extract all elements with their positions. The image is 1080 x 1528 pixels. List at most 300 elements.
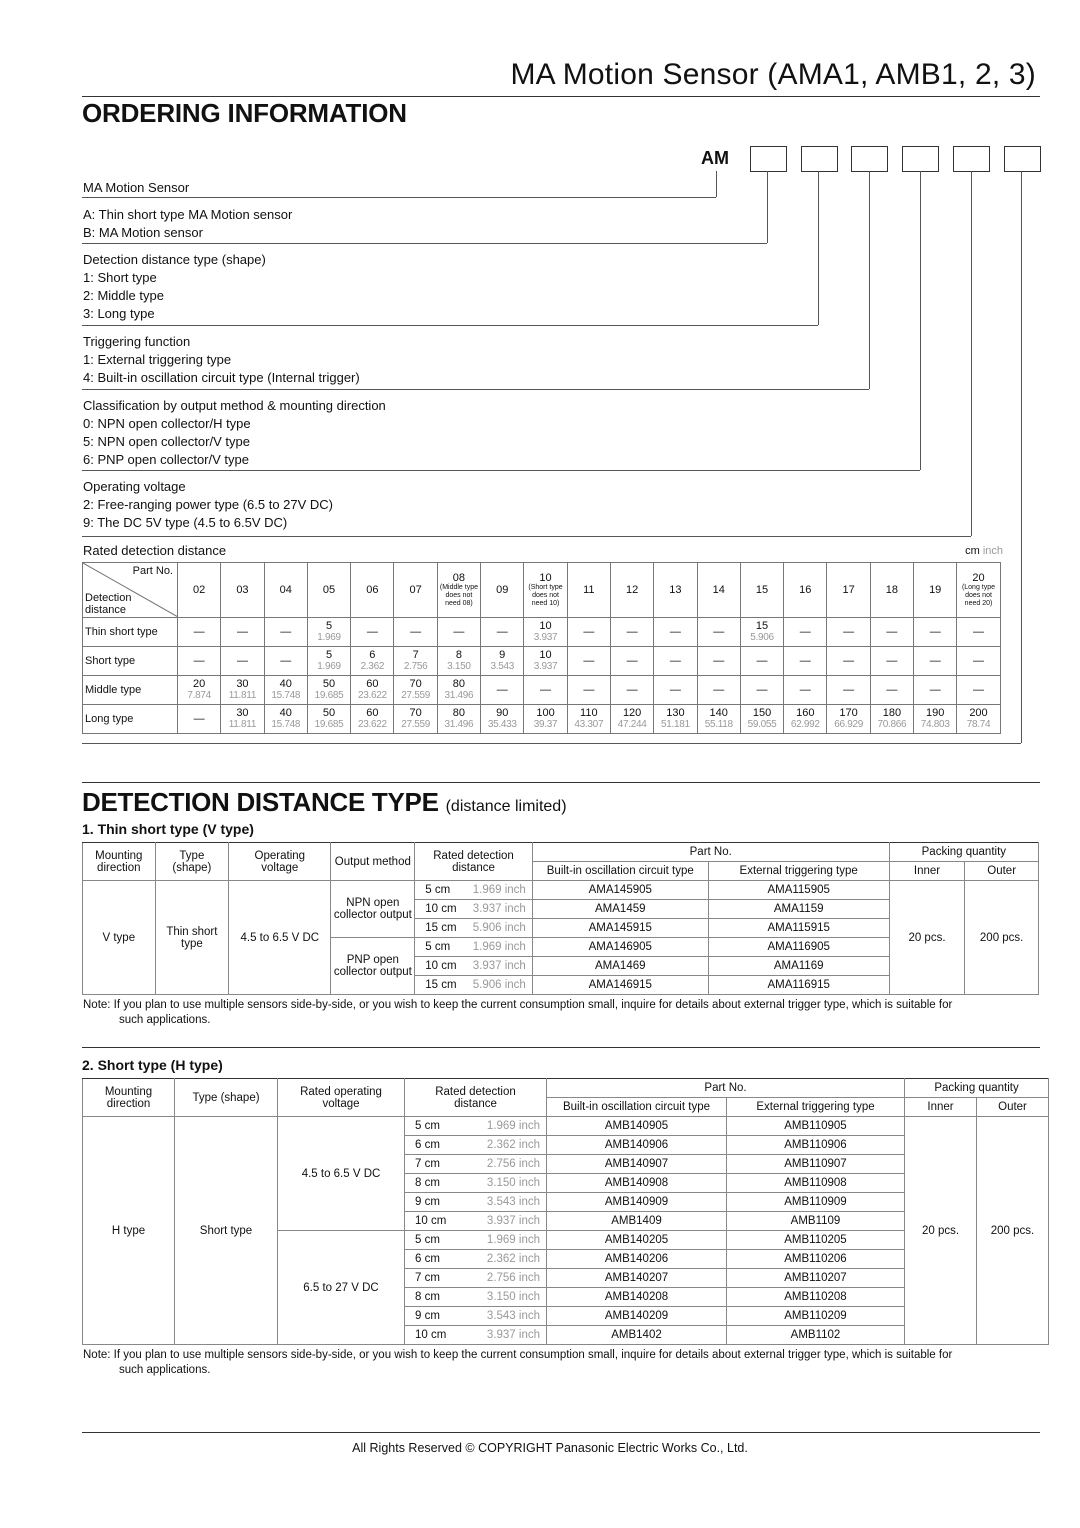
- col-code-with-note: [957, 573, 999, 608]
- rdt-corner: [83, 563, 178, 618]
- rated-distance: [415, 938, 533, 957]
- rdt-row-label: Middle type: [83, 676, 178, 705]
- part-no-builtin: AMA145915: [532, 919, 708, 938]
- col-code: 19: [929, 584, 942, 596]
- rated-distance: [405, 1326, 547, 1345]
- distance-pair: [407, 1158, 544, 1170]
- cm-value: 130: [666, 707, 685, 719]
- rdt-cell: [784, 676, 827, 705]
- ordering-option: Triggering function: [83, 334, 191, 349]
- inch-value: 35.433: [487, 719, 517, 730]
- cm-value: 70: [409, 678, 422, 690]
- rdt-cell-values: [741, 685, 783, 696]
- part-no-external: AMB110207: [727, 1269, 905, 1288]
- cm-value: 170: [839, 707, 858, 719]
- rdt-cell-values: [914, 656, 956, 667]
- rdt-cell: [264, 705, 307, 734]
- col-code: 07: [409, 584, 422, 596]
- unit-inch: inch: [982, 545, 1003, 557]
- cm-value: —: [929, 654, 941, 667]
- corner-part-no: Part No.: [132, 565, 173, 577]
- header-output: Output method: [331, 843, 415, 881]
- rdt-cell: [654, 647, 697, 676]
- part-no-external: AMB110208: [727, 1288, 905, 1307]
- output-line: PNP open: [346, 954, 399, 966]
- distance-pair: [417, 903, 530, 915]
- col-code: 02: [193, 584, 206, 596]
- distance-inch: 3.150 inch: [486, 1177, 540, 1189]
- header-line: voltage: [322, 1097, 360, 1110]
- rdt-row: [83, 647, 1001, 676]
- col-note: (Short type: [528, 583, 563, 591]
- rdt-cell-values: [654, 627, 696, 638]
- distance-pair: [407, 1310, 544, 1322]
- code-box-2: [801, 146, 838, 172]
- inch-value: 31.496: [444, 690, 474, 701]
- inch-value: 31.496: [444, 719, 474, 730]
- rdt-cell-values: [741, 621, 783, 643]
- section-rule: [82, 782, 1040, 783]
- rdt-cell: [178, 618, 221, 647]
- rdt-cell: [827, 647, 870, 676]
- part-no-builtin: AMA146915: [532, 976, 708, 995]
- detection-heading: [82, 787, 567, 818]
- rdt-cell-values: [784, 708, 826, 730]
- rdt-cell: [654, 705, 697, 734]
- cm-value: —: [843, 625, 855, 638]
- distance-inch: 3.937 inch: [486, 1329, 540, 1341]
- rdt-cell-values: [827, 627, 869, 638]
- col-code-with-note: [524, 573, 566, 608]
- col-code: 18: [885, 584, 899, 596]
- cm-value: —: [713, 654, 725, 667]
- code-prefix: AM: [701, 148, 729, 168]
- ordering-group: [83, 251, 266, 323]
- rdt-cell: [524, 676, 567, 705]
- ordering-option: 1: Short type: [83, 270, 157, 285]
- part-no-builtin: AMA146905: [532, 938, 708, 957]
- detection-distance-table: [82, 562, 1001, 734]
- rdt-cell: [697, 676, 740, 705]
- part-no-builtin: AMB140906: [547, 1136, 727, 1155]
- header-voltage: [278, 1079, 405, 1117]
- unit-legend: [965, 545, 1003, 557]
- ordering-option: 9: The DC 5V type (4.5 to 6.5V DC): [83, 515, 288, 530]
- inch-value: 27.559: [401, 719, 431, 730]
- rdt-cell-values: [827, 656, 869, 667]
- cm-value: —: [972, 683, 984, 696]
- distance-pair: [407, 1253, 544, 1265]
- rdt-cell: [351, 647, 394, 676]
- inch-value: 59.055: [747, 719, 777, 730]
- header-type: Type (shape): [175, 1079, 278, 1117]
- table-row: [83, 1117, 1049, 1136]
- rdt-cell-values: [827, 708, 869, 730]
- rdt-cell: [264, 618, 307, 647]
- cm-value: 30: [236, 707, 249, 719]
- distance-pair: [407, 1234, 544, 1246]
- rdt-cell-values: [351, 679, 393, 701]
- rdt-col-header: [394, 563, 437, 618]
- rdt-cell-values: [178, 714, 220, 725]
- rdt-cell: [654, 676, 697, 705]
- cm-value: —: [626, 654, 638, 667]
- header-inner: Inner: [905, 1098, 977, 1117]
- distance-cm: 5 cm: [415, 1234, 440, 1246]
- ordering-option: 1: External triggering type: [83, 352, 232, 367]
- header-line: voltage: [261, 861, 299, 874]
- cm-value: —: [236, 654, 248, 667]
- rdt-cell: [394, 647, 437, 676]
- inch-value: 2.362: [360, 661, 385, 672]
- part-no-builtin: AMB140205: [547, 1231, 727, 1250]
- rated-distance: [415, 919, 533, 938]
- rdt-cell: [957, 705, 1000, 734]
- bracket-line: [82, 243, 767, 244]
- part-no-builtin: AMB140206: [547, 1250, 727, 1269]
- cm-value: 200: [969, 707, 988, 719]
- distance-cm: 9 cm: [415, 1310, 440, 1322]
- rdt-cell-values: [957, 685, 999, 696]
- rdt-cell-values: [481, 627, 523, 638]
- header-line: direction: [97, 861, 141, 874]
- cm-value: —: [713, 625, 725, 638]
- inch-value: 15.748: [271, 719, 301, 730]
- distance-inch: 2.362 inch: [486, 1253, 540, 1265]
- rdt-cell-values: [784, 627, 826, 638]
- rdt-cell-values: [265, 656, 307, 667]
- rdt-cell: [870, 705, 913, 734]
- page-title: MA Motion Sensor (AMA1, AMB1, 2, 3): [510, 58, 1036, 91]
- distance-cm: 7 cm: [415, 1272, 440, 1284]
- output-line: collector output: [333, 966, 412, 978]
- part-no-builtin: AMB140908: [547, 1174, 727, 1193]
- rated-distance: [405, 1212, 547, 1231]
- header-line: distance: [452, 861, 495, 874]
- rdt-cell-values: [871, 656, 913, 667]
- rdt-cell-values: [221, 656, 263, 667]
- rdt-cell: [914, 676, 957, 705]
- rdt-row-label: Short type: [83, 647, 178, 676]
- distance-pair: [407, 1329, 544, 1341]
- rdt-row-label: Thin short type: [83, 618, 178, 647]
- ordering-option: 3: Long type: [83, 306, 155, 321]
- rdt-cell: [827, 676, 870, 705]
- rdt-cell: [481, 647, 524, 676]
- rdt-cell-values: [957, 708, 999, 730]
- rated-voltage: 4.5 to 6.5 V DC: [278, 1117, 405, 1231]
- inch-value: 78.74: [966, 719, 991, 730]
- bracket-riser: [767, 171, 768, 243]
- rdt-cell-values: [524, 685, 566, 696]
- part-no-builtin: AMB140208: [547, 1288, 727, 1307]
- bracket-line: [82, 197, 716, 198]
- rated-distance: [415, 881, 533, 900]
- inch-value: 70.866: [877, 719, 907, 730]
- part-no-builtin: AMB140909: [547, 1193, 727, 1212]
- rated-detection-label: Rated detection distance: [83, 543, 227, 558]
- cm-value: 60: [366, 707, 379, 719]
- rdt-cell: [870, 676, 913, 705]
- rdt-cell: [567, 618, 610, 647]
- rdt-cell-values: [308, 679, 350, 701]
- code-box-3: [851, 146, 888, 172]
- part-no-external: AMB110907: [727, 1155, 905, 1174]
- inch-value: 5.906: [750, 632, 774, 643]
- rdt-col-header: [957, 563, 1000, 618]
- rdt-cell: [221, 676, 264, 705]
- distance-inch: 3.543 inch: [486, 1310, 540, 1322]
- rdt-cell: [610, 705, 653, 734]
- rdt-cell: [264, 647, 307, 676]
- cm-value: 80: [452, 678, 466, 690]
- distance-inch: 3.937 inch: [472, 960, 526, 972]
- header-line: Rated operating: [300, 1085, 382, 1098]
- code-box-1: [750, 146, 787, 172]
- distance-pair: [407, 1291, 544, 1303]
- inch-value: 7.874: [187, 690, 211, 701]
- header-rule: [82, 96, 1040, 97]
- rated-distance: [405, 1117, 547, 1136]
- cm-value: —: [583, 654, 595, 667]
- bracket-riser: [1021, 171, 1022, 743]
- ordering-option: 6: PNP open collector/V type: [83, 452, 249, 467]
- cm-value: —: [366, 625, 378, 638]
- rdt-cell: [697, 647, 740, 676]
- cm-value: 10: [539, 620, 552, 632]
- rdt-cell: [610, 676, 653, 705]
- bracket-riser: [920, 171, 921, 470]
- rdt-cell: [784, 618, 827, 647]
- operating-voltage: 4.5 to 6.5 V DC: [229, 881, 331, 995]
- col-note: does not: [445, 591, 473, 599]
- rdt-cell-values: [957, 656, 999, 667]
- rdt-col-header: [221, 563, 264, 618]
- rdt-cell: [740, 676, 783, 705]
- ordering-group: [83, 333, 360, 387]
- inch-value: 19.685: [314, 690, 344, 701]
- cm-value: 120: [622, 707, 642, 719]
- header-voltage: [229, 843, 331, 881]
- part-no-builtin: AMB140209: [547, 1307, 727, 1326]
- inch-value: 55.118: [704, 719, 733, 730]
- rdt-cell: [740, 705, 783, 734]
- cm-value: —: [886, 683, 898, 696]
- part-no-external: AMB110909: [727, 1193, 905, 1212]
- rdt-cell-values: [394, 627, 436, 638]
- part-no-external: AMA116905: [708, 938, 889, 957]
- rdt-cell-values: [611, 656, 653, 667]
- cm-value: —: [843, 683, 855, 696]
- rdt-cell-values: [481, 708, 523, 730]
- rated-distance: [405, 1231, 547, 1250]
- bracket-riser: [818, 171, 819, 325]
- rdt-cell-values: [351, 708, 393, 730]
- mounting-direction: H type: [83, 1117, 175, 1345]
- distance-pair: [417, 884, 530, 896]
- cm-value: —: [540, 683, 552, 696]
- ordering-option: 5: NPN open collector/V type: [83, 434, 250, 449]
- rdt-cell: [697, 618, 740, 647]
- cm-value: 7: [412, 649, 419, 661]
- header-distance: [415, 843, 533, 881]
- rdt-cell-values: [568, 627, 610, 638]
- rdt-cell-values: [957, 627, 999, 638]
- part-no-external: AMB110905: [727, 1117, 905, 1136]
- cm-value: 9: [499, 649, 506, 661]
- type-shape: Short type: [175, 1117, 278, 1345]
- cm-value: 30: [236, 678, 249, 690]
- col-note: does not: [532, 591, 559, 599]
- rdt-cell: [394, 618, 437, 647]
- rdt-col-header: [437, 563, 480, 618]
- rdt-cell-values: [611, 685, 653, 696]
- inch-value: 27.559: [401, 690, 431, 701]
- rdt-col-header: [740, 563, 783, 618]
- packing-inner: 20 pcs.: [889, 881, 965, 995]
- table-row: [83, 881, 1039, 900]
- cm-value: 180: [882, 707, 902, 719]
- cm-value: —: [193, 625, 205, 638]
- rdt-cell: [437, 618, 480, 647]
- cm-value: —: [886, 654, 898, 667]
- output-line: NPN open: [346, 897, 400, 909]
- distance-cm: 10 cm: [425, 903, 457, 915]
- distance-cm: 10 cm: [415, 1215, 447, 1227]
- inch-value: 74.803: [920, 719, 950, 730]
- distance-pair: [407, 1272, 544, 1284]
- h-type-title: 2. Short type (H type): [82, 1057, 223, 1073]
- type-line: type: [181, 937, 203, 950]
- distance-inch: 5.906 inch: [472, 979, 526, 991]
- header-line: distance: [454, 1097, 497, 1110]
- cm-value: 90: [496, 707, 509, 719]
- rdt-row: [83, 676, 1001, 705]
- cm-value: —: [972, 654, 984, 667]
- rdt-cell: [481, 705, 524, 734]
- distance-cm: 15 cm: [425, 922, 457, 934]
- rdt-cell-values: [394, 679, 436, 701]
- rdt-cell-values: [654, 685, 696, 696]
- rdt-cell-values: [265, 627, 307, 638]
- rdt-cell: [654, 618, 697, 647]
- rdt-col-header: [307, 563, 350, 618]
- rdt-row: [83, 618, 1001, 647]
- part-no-external: AMA1169: [708, 957, 889, 976]
- header-external: External triggering type: [727, 1098, 905, 1117]
- rated-distance: [415, 976, 533, 995]
- distance-cm: 15 cm: [425, 979, 457, 991]
- rdt-col-header: [481, 563, 524, 618]
- rdt-cell-values: [654, 656, 696, 667]
- rdt-cell-values: [568, 685, 610, 696]
- col-code: 15: [755, 584, 769, 596]
- ordering-group: [83, 179, 189, 197]
- rdt-cell: [610, 647, 653, 676]
- inch-value: 3.543: [490, 661, 514, 672]
- rdt-cell-values: [438, 679, 480, 701]
- inch-value: 11.811: [228, 690, 257, 701]
- col-code: 10: [539, 571, 552, 584]
- rdt-cell: [394, 705, 437, 734]
- rated-distance: [405, 1288, 547, 1307]
- col-code: 08: [452, 571, 466, 584]
- rdt-cell-values: [698, 685, 740, 696]
- rdt-cell-values: [524, 650, 566, 672]
- rdt-col-header: [351, 563, 394, 618]
- part-no-builtin: AMA1459: [532, 900, 708, 919]
- inch-value: 43.307: [574, 719, 604, 730]
- rdt-cell-values: [698, 656, 740, 667]
- header-packing: Packing quantity: [889, 843, 1038, 862]
- inch-value: 47.244: [617, 719, 647, 730]
- cm-value: —: [583, 683, 595, 696]
- rdt-cell: [437, 647, 480, 676]
- rdt-cell-values: [698, 627, 740, 638]
- rdt-cell: [784, 705, 827, 734]
- rdt-cell-values: [914, 708, 956, 730]
- part-no-external: AMB110206: [727, 1250, 905, 1269]
- cm-value: 160: [796, 707, 815, 719]
- cm-value: —: [929, 683, 941, 696]
- cm-value: —: [193, 712, 205, 725]
- bracket-line: [82, 536, 971, 537]
- distance-inch: 2.756 inch: [486, 1158, 540, 1170]
- part-no-external: AMB110906: [727, 1136, 905, 1155]
- part-no-builtin: AMB140207: [547, 1269, 727, 1288]
- rdt-cell: [740, 618, 783, 647]
- rdt-cell-values: [524, 621, 566, 643]
- cm-value: —: [886, 625, 898, 638]
- cm-value: 5: [325, 649, 333, 661]
- rdt-cell-values: [654, 708, 696, 730]
- distance-cm: 6 cm: [415, 1253, 440, 1265]
- part-no-external: AMB110209: [727, 1307, 905, 1326]
- distance-pair: [407, 1196, 544, 1208]
- cm-value: 20: [193, 678, 206, 690]
- header-outer: Outer: [977, 1098, 1049, 1117]
- col-code: 06: [366, 584, 379, 596]
- rated-distance: [405, 1155, 547, 1174]
- rdt-cell: [481, 618, 524, 647]
- type-line: Thin short: [166, 925, 218, 938]
- header-distance: [405, 1079, 547, 1117]
- part-no-external: AMB1102: [727, 1326, 905, 1345]
- cm-value: 6: [369, 649, 376, 661]
- cm-value: —: [843, 654, 855, 667]
- code-box-4: [902, 146, 939, 172]
- type-shape: [155, 881, 229, 995]
- col-code: 20: [972, 571, 985, 584]
- cm-value: —: [972, 625, 984, 638]
- distance-inch: 1.969 inch: [486, 1234, 540, 1246]
- rated-voltage: 6.5 to 27 V DC: [278, 1231, 405, 1345]
- col-code: 17: [842, 584, 855, 596]
- section-rule-2: [82, 1047, 1040, 1048]
- distance-pair: [417, 922, 530, 934]
- distance-cm: 8 cm: [415, 1177, 440, 1189]
- packing-outer: 200 pcs.: [965, 881, 1039, 995]
- v-note-line-2: such applications.: [119, 1014, 211, 1026]
- cm-value: 40: [279, 678, 292, 690]
- rdt-cell: [870, 618, 913, 647]
- rdt-cell: [221, 647, 264, 676]
- h-note-line-1: Note: If you plan to use multiple sensors side-by-side, or you wish to keep the current consumption small, inquire for details about external trigger type, which is suitable for: [83, 1349, 953, 1361]
- distance-cm: 6 cm: [415, 1139, 440, 1151]
- rdt-col-header: [827, 563, 870, 618]
- table-header-row: [83, 1079, 1049, 1098]
- rdt-cell-values: [178, 656, 220, 667]
